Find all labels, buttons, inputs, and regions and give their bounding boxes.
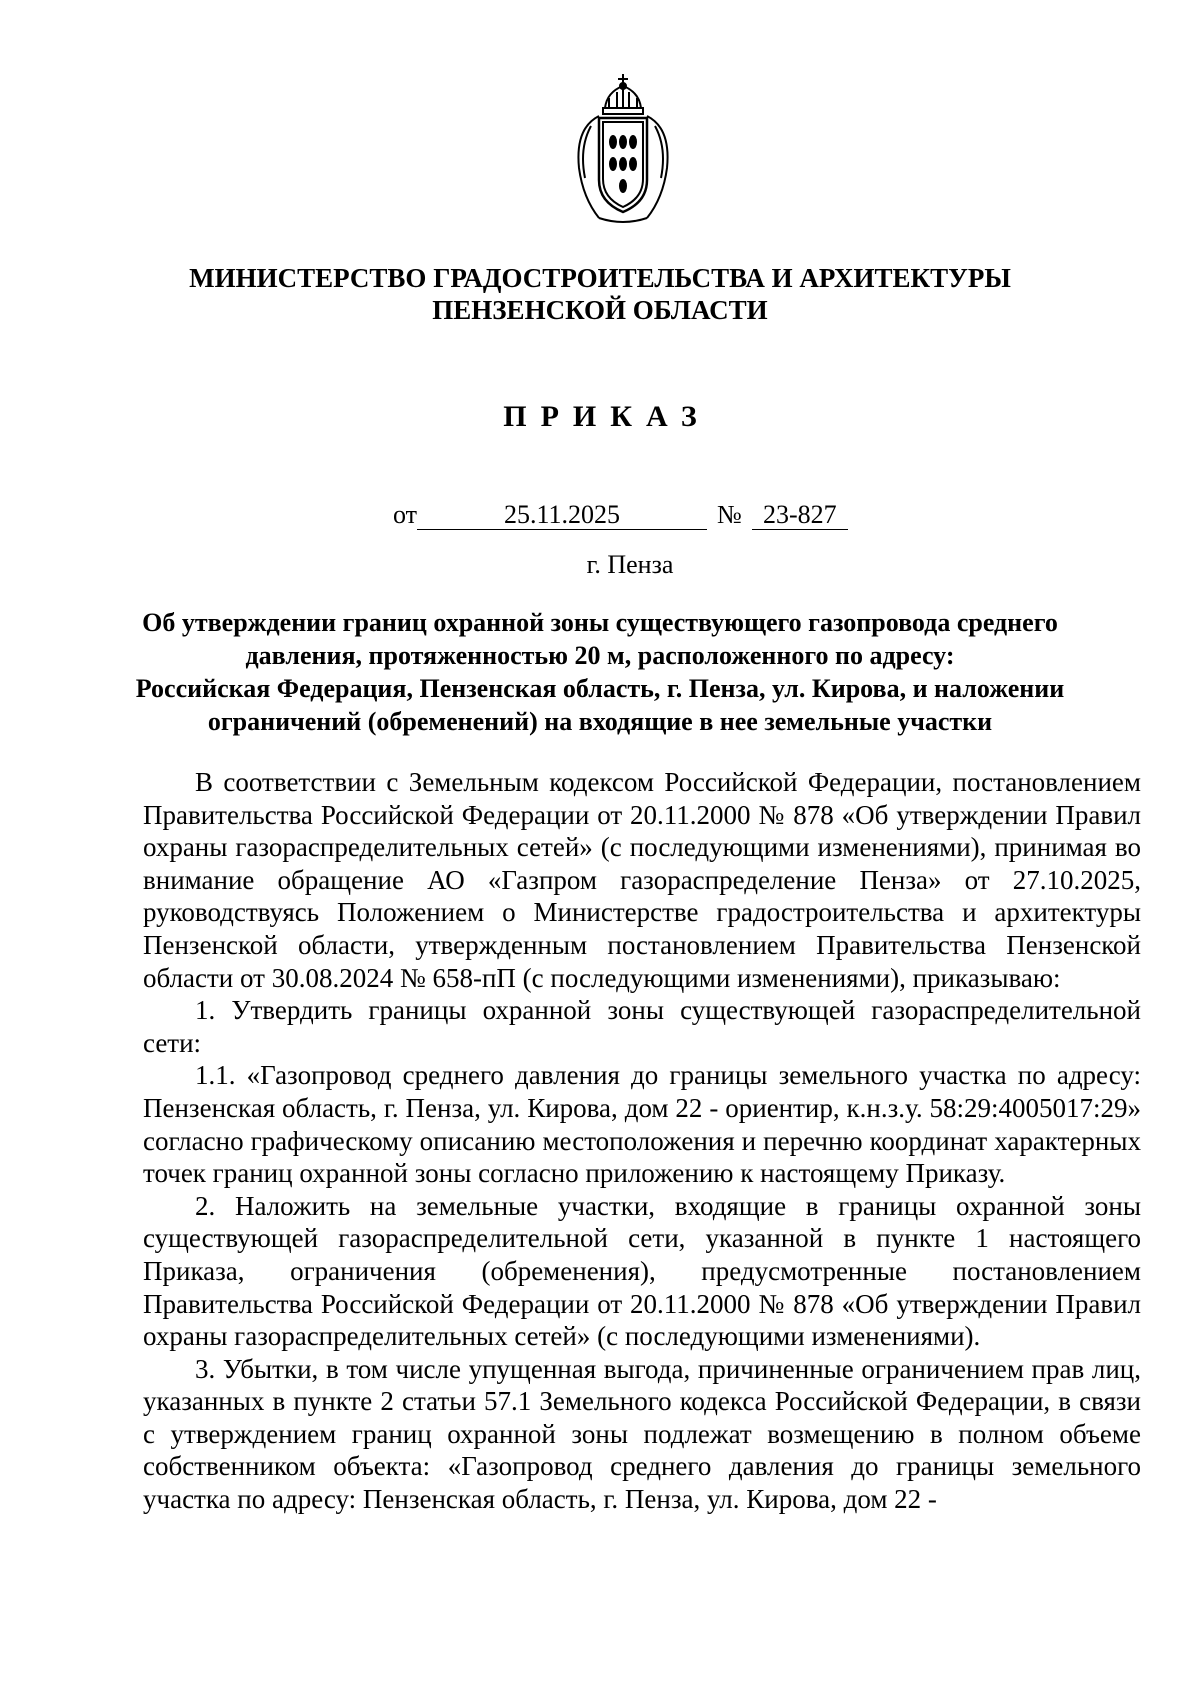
- ministry-name-line1: МИНИСТЕРСТВО ГРАДОСТРОИТЕЛЬСТВА И АРХИТЕКТУРЫ: [189, 263, 1011, 293]
- number-prefix: №: [717, 500, 742, 529]
- ministry-name: [0, 262, 1200, 326]
- item-2-paragraph: 2. Наложить на земельные участки, входящие в границы охранной зоны существующей газораспределительной сети, указанной в пункте 1 настоящего Приказа, ограничения (обременения), предусмотренные постановлением Правительства Российской Федерации от 20.11.2000 № 878 «Об утверждении Правил охраны газораспределительных сетей» (с последующими изменениями).: [143, 1190, 1141, 1352]
- item-1-1-paragraph: 1.1. «Газопровод среднего давления до границы земельного участка по адресу: Пензенская область, г. Пенза, ул. Кирова, дом 22 - ориентир, к.н.з.у. 58:29:4005017:29» согласно графическому описанию местоположения и перечню координат характерных точек границ охранной зоны согласно приложению к настоящему Приказу.: [143, 1060, 1141, 1189]
- order-date: 25.11.2025: [417, 501, 707, 530]
- penza-region-coat-of-arms-icon: [569, 68, 677, 228]
- order-number: 23-827: [752, 501, 848, 530]
- order-date-number-line: [393, 500, 848, 530]
- subject-line2: давления, протяженностью 20 м, расположенного по адресу:: [245, 641, 955, 670]
- order-title: ПРИКАЗ: [503, 400, 711, 433]
- order-body: [143, 766, 1141, 1516]
- date-prefix: от: [393, 500, 418, 529]
- ministry-name-line2: ПЕНЗЕНСКОЙ ОБЛАСТИ: [432, 295, 768, 325]
- order-subject: [120, 606, 1080, 738]
- item-1-paragraph: 1. Утвердить границы охранной зоны существующей газораспределительной сети:: [143, 995, 1141, 1058]
- item-3-paragraph: 3. Убытки, в том числе упущенная выгода, причиненные ограничением прав лиц, указанных в пункте 2 статьи 57.1 Земельного кодекса Российской Федерации, в связи с утверждением границ охранной зоны подлежат возмещению в полном объеме собственником объекта: «Газопровод среднего давления до границы земельного участка по адресу: Пензенская область, г. Пенза, ул. Кирова, дом 22 -: [143, 1353, 1141, 1515]
- subject-line4: ограничений (обременений) на входящие в нее земельные участки: [207, 707, 993, 736]
- subject-line3: Российская Федерация, Пензенская область, г. Пенза, ул. Кирова, и наложении: [135, 674, 1065, 703]
- preamble-paragraph: В соответствии с Земельным кодексом Российской Федерации, постановлением Правительства Российской Федерации от 20.11.2000 № 878 «Об утверждении Правил охраны газораспределительных сетей» (с последующими изменениями), принимая во внимание обращение АО «Газпром газораспределение Пенза» от 27.10.2025, руководствуясь Положением о Министерстве градостроительства и архитектуры Пензенской области, утвержденным постановлением Правительства Пензенской области от 30.08.2024 № 658-пП (с последующими изменениями), приказываю:: [143, 767, 1141, 993]
- order-city: г. Пенза: [586, 550, 674, 579]
- subject-line1: Об утверждении границ охранной зоны существующего газопровода среднего: [142, 608, 1058, 637]
